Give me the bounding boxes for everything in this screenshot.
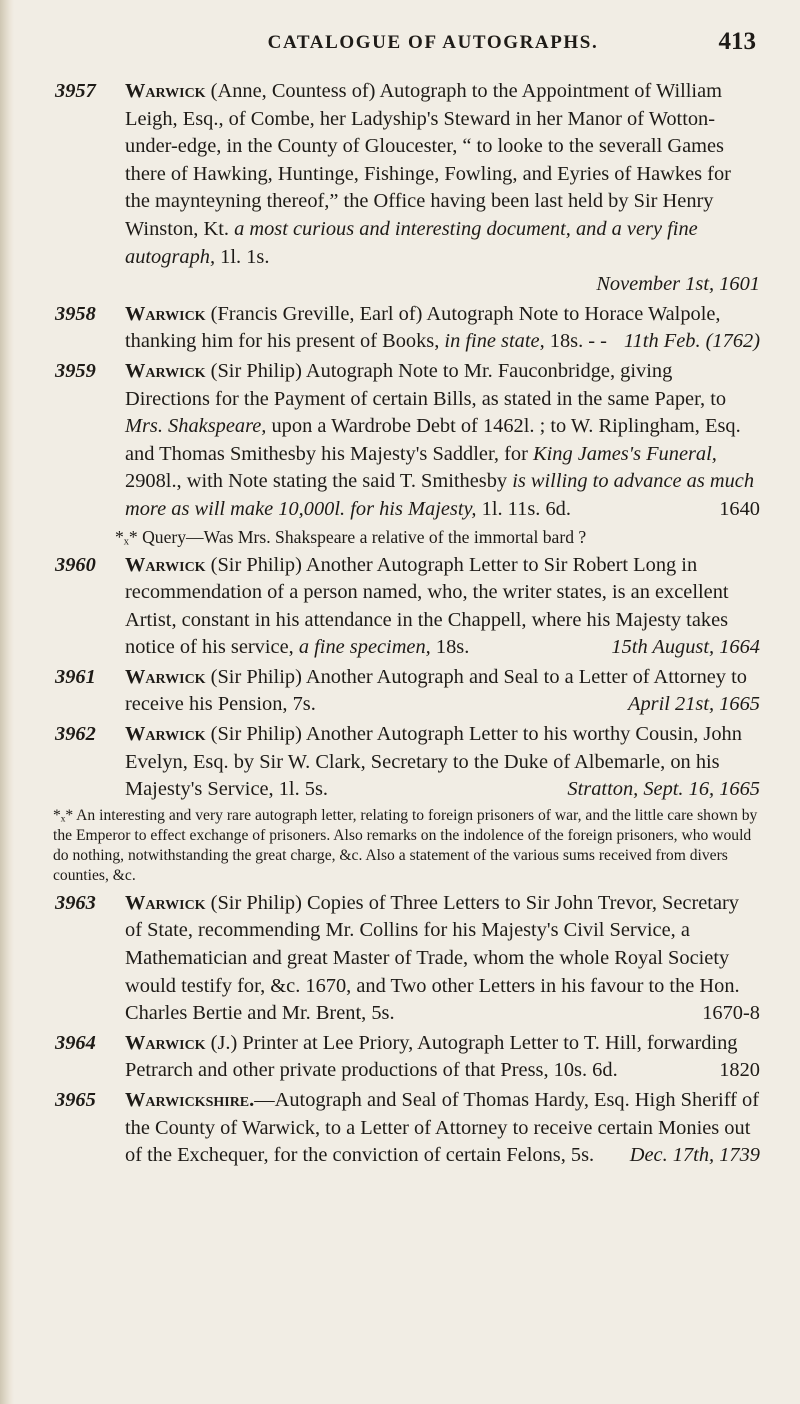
entry-text: (Sir Philip) Copies of Three Letters to Sir John Trevor, Secretary of State, recommending Mr. Collins for his Majesty's Civil Service, a Mathematician and great Master of Trade, whom the whole Royal Society would testify for, &c. 1670, and Two other Letters in his favour to the Hon. Charles Bertie and Mr. Brent, 5s. bbox=[125, 891, 740, 1025]
entry-text: (Sir Philip) Autograph Note to Mr. Fauconbridge, giving Directions for the Payment of certain Bills, as stated in the same Paper, to bbox=[125, 359, 727, 410]
entry-emphasis: Mrs. Shakspeare, bbox=[125, 415, 267, 438]
catalogue-entry bbox=[55, 721, 760, 804]
catalogue-entry bbox=[55, 358, 760, 524]
entry-text: (J.) Printer at Lee Priory, Autograph Letter to T. Hill, forwarding Petrarch and other private productions of that Press, 10s. 6d. bbox=[125, 1031, 738, 1082]
entry-date: November 1st, 1601 bbox=[596, 273, 760, 296]
entry-emphasis: is willing to advance as much more as will make 10,000l. for his Majesty, bbox=[125, 470, 755, 520]
entry-date: 11th Feb. (1762) bbox=[623, 330, 760, 353]
catalogue-entry bbox=[55, 78, 760, 299]
lot-number: 3958 bbox=[55, 302, 96, 325]
entry-name: Warwick bbox=[125, 723, 206, 746]
entry-text: —Autograph and Seal of Thomas Hardy, Esq. High Sheriff of the County of Warwick, to a Letter of Attorney to receive certain Monies out of the Exchequer, for the conviction of certain Felons, 5s. bbox=[125, 1089, 760, 1167]
lot-number: 3959 bbox=[55, 359, 96, 382]
lot-number: 3964 bbox=[55, 1031, 96, 1054]
entry-emphasis: King James's Funeral, bbox=[533, 442, 717, 465]
entry-price: 1l. 1s. bbox=[215, 245, 270, 268]
catalogue-entry bbox=[55, 1087, 760, 1170]
page-spine-shadow bbox=[0, 0, 14, 1404]
entry-text: (Sir Philip) Another Autograph Letter to his worthy Cousin, John Evelyn, Esq. by Sir W. Clark, Secretary to the Duke of Albemarle, on his Majesty's Service, 1l. 5s. bbox=[125, 723, 742, 801]
entry-name: Warwick bbox=[125, 302, 206, 325]
entry-date: 1640 bbox=[719, 497, 760, 520]
entry-text: (Francis Greville, Earl of) Autograph Note to Horace Walpole, thanking him for his present of Books, bbox=[125, 302, 721, 353]
lot-number: 3960 bbox=[55, 553, 96, 576]
entry-note: *ₓ* An interesting and very rare autograph letter, relating to foreign prisoners of war, and the little care shown by the Emperor to effect exchange of prisoners. Also remarks on the indolence of the foreign prisoners, who would do nothing, notwithstanding the great charge, &c. Also a statement of the various sums received from divers counties, &c. bbox=[53, 806, 758, 884]
catalogue-entry bbox=[55, 890, 760, 1028]
entry-name: Warwick bbox=[125, 665, 206, 688]
entry-name: Warwick bbox=[125, 80, 206, 102]
catalogue-entry bbox=[55, 301, 760, 356]
entry-price: 1l. 11s. 6d. bbox=[476, 497, 571, 520]
entry-date: April 21st, 1665 bbox=[628, 693, 760, 716]
entry-date: Stratton, Sept. 16, 1665 bbox=[567, 778, 760, 801]
entry-emphasis: a most curious and interesting document, and a very fine autograph, bbox=[125, 217, 698, 268]
entry-text: upon a Wardrobe Debt of 1462l. ; to W. Riplingham, Esq. and Thomas Smithesby his Majesty's Saddler, for bbox=[125, 415, 741, 465]
entry-name: Warwick bbox=[125, 1031, 206, 1054]
entry-text: (Sir Philip) Another Autograph Letter to Sir Robert Long in recommendation of a person named, who, the writer states, is an excellent Artist, constant in his attendance in the Chappell, where his Majesty takes notice of his service, bbox=[125, 553, 729, 659]
lot-number: 3961 bbox=[55, 665, 96, 688]
entry-name: Warwick bbox=[125, 891, 206, 914]
entry-text: 2908l., with Note stating the said T. Smithesby bbox=[125, 470, 513, 493]
running-head: CATALOGUE OF AUTOGRAPHS. bbox=[267, 32, 599, 53]
entry-emphasis: in fine state, bbox=[444, 330, 545, 353]
lot-number: 3957 bbox=[55, 80, 96, 102]
catalogue-entries bbox=[55, 78, 760, 1172]
entry-date: 1670-8 bbox=[702, 1002, 760, 1025]
entry-name: Warwick bbox=[125, 553, 206, 576]
entry-date: Dec. 17th, 1739 bbox=[629, 1144, 760, 1167]
catalogue-entry bbox=[55, 552, 760, 662]
entry-note: *ₓ* Query—Was Mrs. Shakspeare a relative of the immortal bard ? bbox=[115, 526, 587, 547]
page-number: 413 bbox=[718, 28, 756, 55]
entry-emphasis: a fine specimen, bbox=[298, 636, 431, 659]
entry-name: Warwickshire. bbox=[125, 1089, 255, 1111]
entry-date: 1820 bbox=[719, 1059, 760, 1082]
catalogue-entry bbox=[55, 1030, 760, 1085]
page-header bbox=[110, 28, 756, 68]
entry-price: 18s. - - bbox=[544, 330, 607, 353]
lot-number: 3962 bbox=[55, 723, 96, 746]
lot-number: 3965 bbox=[55, 1089, 96, 1111]
lot-number: 3963 bbox=[55, 891, 96, 914]
entry-price: 18s. bbox=[430, 636, 470, 659]
entry-text: (Sir Philip) Another Autograph and Seal to a Letter of Attorney to receive his Pension, 7s. bbox=[125, 665, 747, 716]
entry-date: 15th August, 1664 bbox=[611, 636, 760, 659]
entry-text: (Anne, Countess of) Autograph to the Appointment of William Leigh, Esq., of Combe, her Ladyship's Steward in her Manor of Wotton-under-edge, in the County of Gloucester, “ to looke to the severall Games there of Hawking, Huntinge, Fishinge, Fowling, and Eyries of Hawkes for the maynteyning thereof,” the Office having been last held by Sir Henry Winston, Kt. bbox=[125, 80, 731, 240]
catalogue-entry bbox=[55, 664, 760, 719]
entry-name: Warwick bbox=[125, 359, 206, 382]
